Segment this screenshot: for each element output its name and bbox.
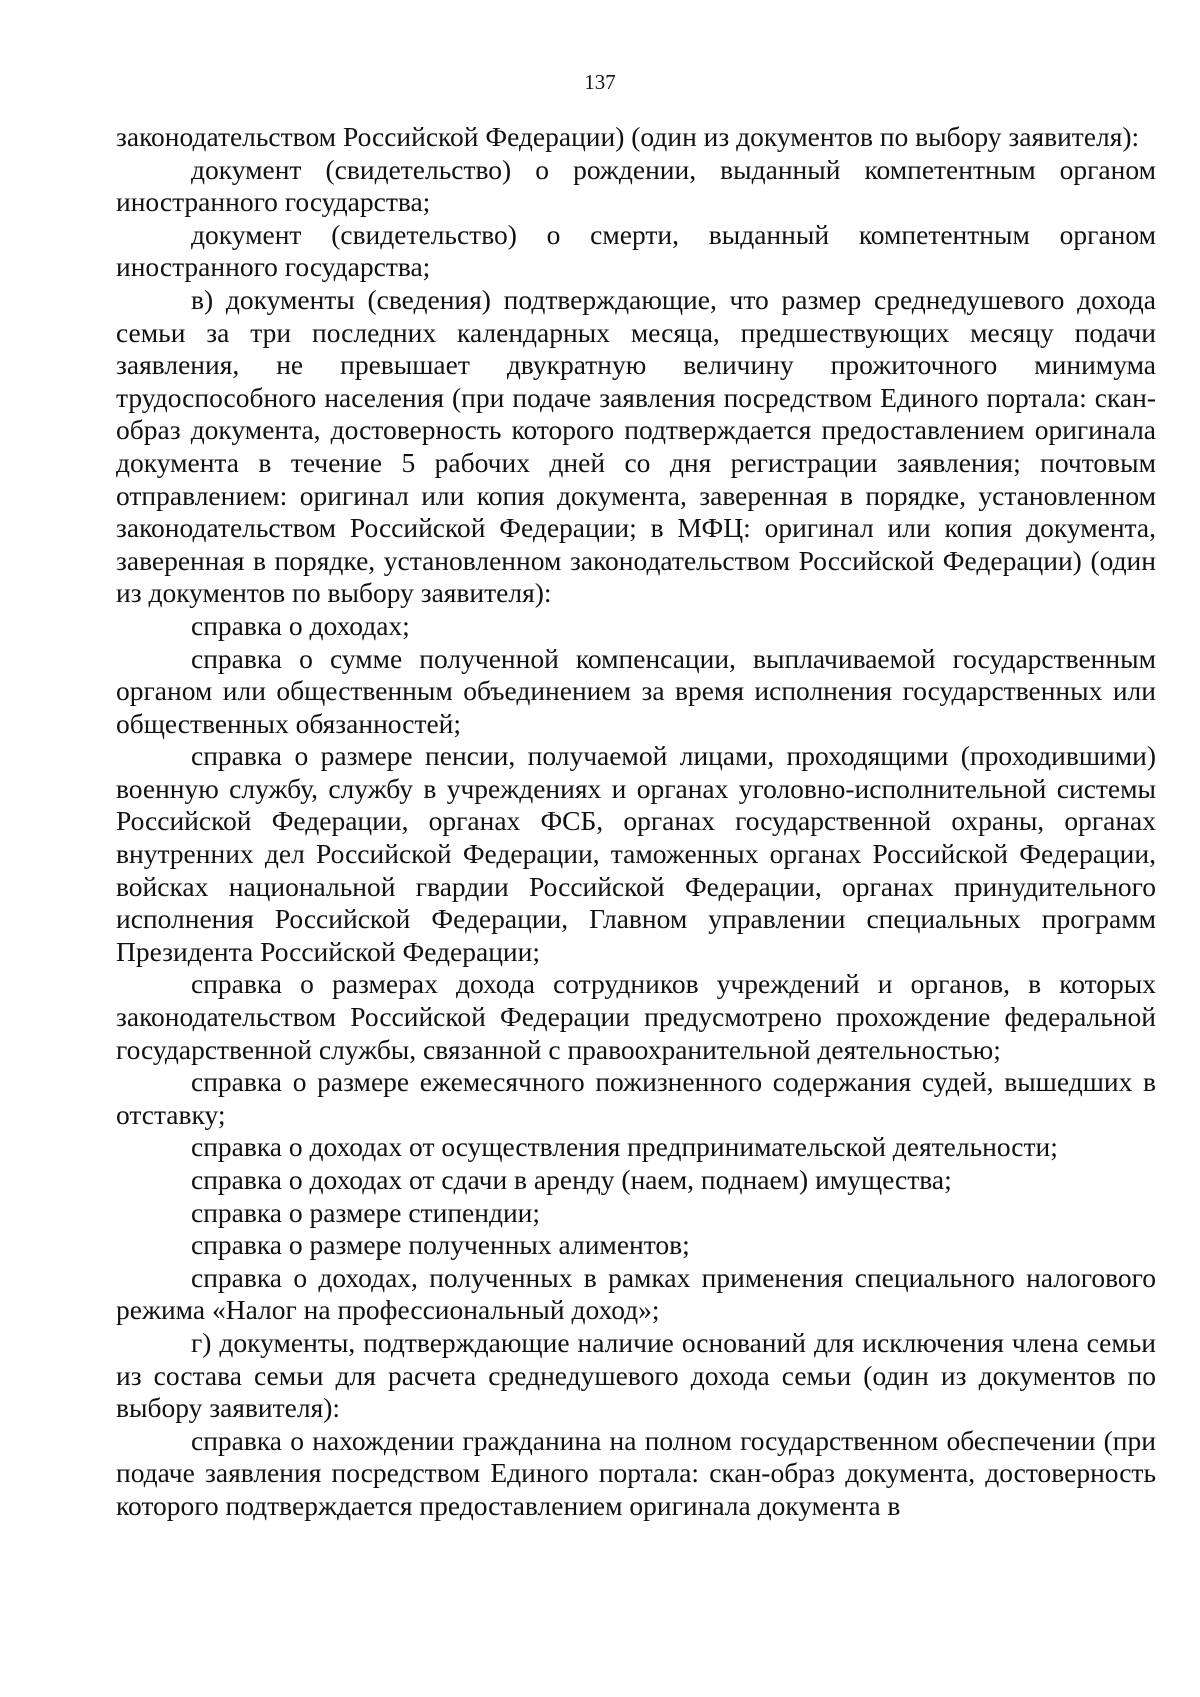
paragraph: в) документы (сведения) подтверждающие, что размер среднедушевого дохода семьи за три последних календарных месяца, предшествующих месяцу подачи заявления, не превышает двукратную величину прожиточного минимума трудоспособного населения (при подаче заявления посредством Единого портала: скан-образ документа, достоверность которого подтверждается предоставлением оригинала документа в течение 5 рабочих дней со дня регистрации заявления; почтовым отправлением: оригинал или копия документа, заверенная в порядке, установленном законодательством Российской Федерации; в МФЦ: оригинал или копия документа, заверенная в порядке, установленном законодательством Российской Федерации) (один из документов по выбору заявителя): <box>116 283 1156 609</box>
paragraph: справка о доходах от сдачи в аренду (наем, поднаем) имущества; <box>191 1164 952 1195</box>
paragraph: справка о доходах; <box>191 609 410 641</box>
paragraph: справка о сумме полученной компенсации, выплачиваемой государственным органом или общественным объединением за время исполнения государственных или общественных обязанностей; <box>116 642 1156 739</box>
paragraph: документ (свидетельство) о рождении, выданный компетентным органом иностранного государства; <box>116 153 1156 218</box>
paragraph: справка о доходах, полученных в рамках применения специального налогового режима «Налог на профессиональный доход»; <box>116 1261 1156 1326</box>
page-number: 137 <box>584 70 616 94</box>
paragraph: справка о размере пенсии, получаемой лицами, проходящими (проходившими) военную службу, службу в учреждениях и органах уголовно-исполнительной системы Российской Федерации, органах ФСБ, органах государственной охраны, органах внутренних дел Российской Федерации, таможенных органах Российской Федерации, войсках национальной гвардии Российской Федерации, органах принудительного исполнения Российской Федерации, Главном управлении специальных программ Президента Российской Федерации; <box>116 740 1156 967</box>
paragraph: справка о размере ежемесячного пожизненного содержания судей, вышедших в отставку; <box>116 1066 1156 1130</box>
paragraph: справка о доходах от осуществления предпринимательской деятельности; <box>191 1131 1058 1163</box>
paragraph: законодательством Российской Федерации) (один из документов по выбору заявителя): <box>116 121 1140 152</box>
paragraph: документ (свидетельство) о смерти, выданный компетентным органом иностранного государства; <box>116 218 1156 283</box>
paragraph: г) документы, подтверждающие наличие оснований для исключения члена семьи из состава семьи для расчета среднедушевого дохода семьи (один из документов по выбору заявителя): <box>116 1326 1156 1424</box>
paragraph: справка о размере полученных алиментов; <box>191 1229 690 1261</box>
paragraph: справка о размере стипендии; <box>191 1196 541 1228</box>
paragraph: справка о размерах дохода сотрудников учреждений и органов, в которых законодательством Российской Федерации предусмотрено прохождение федеральной государственной службы, связанной с правоохранительной деятельностью; <box>116 968 1156 1065</box>
document-body <box>116 121 1156 1523</box>
paragraph: справка о нахождении гражданина на полном государственном обеспечении (при подаче заявления посредством Единого портала: скан-образ документа, достоверность которого подтверждается предоставлением оригинала документа в <box>116 1424 1156 1521</box>
